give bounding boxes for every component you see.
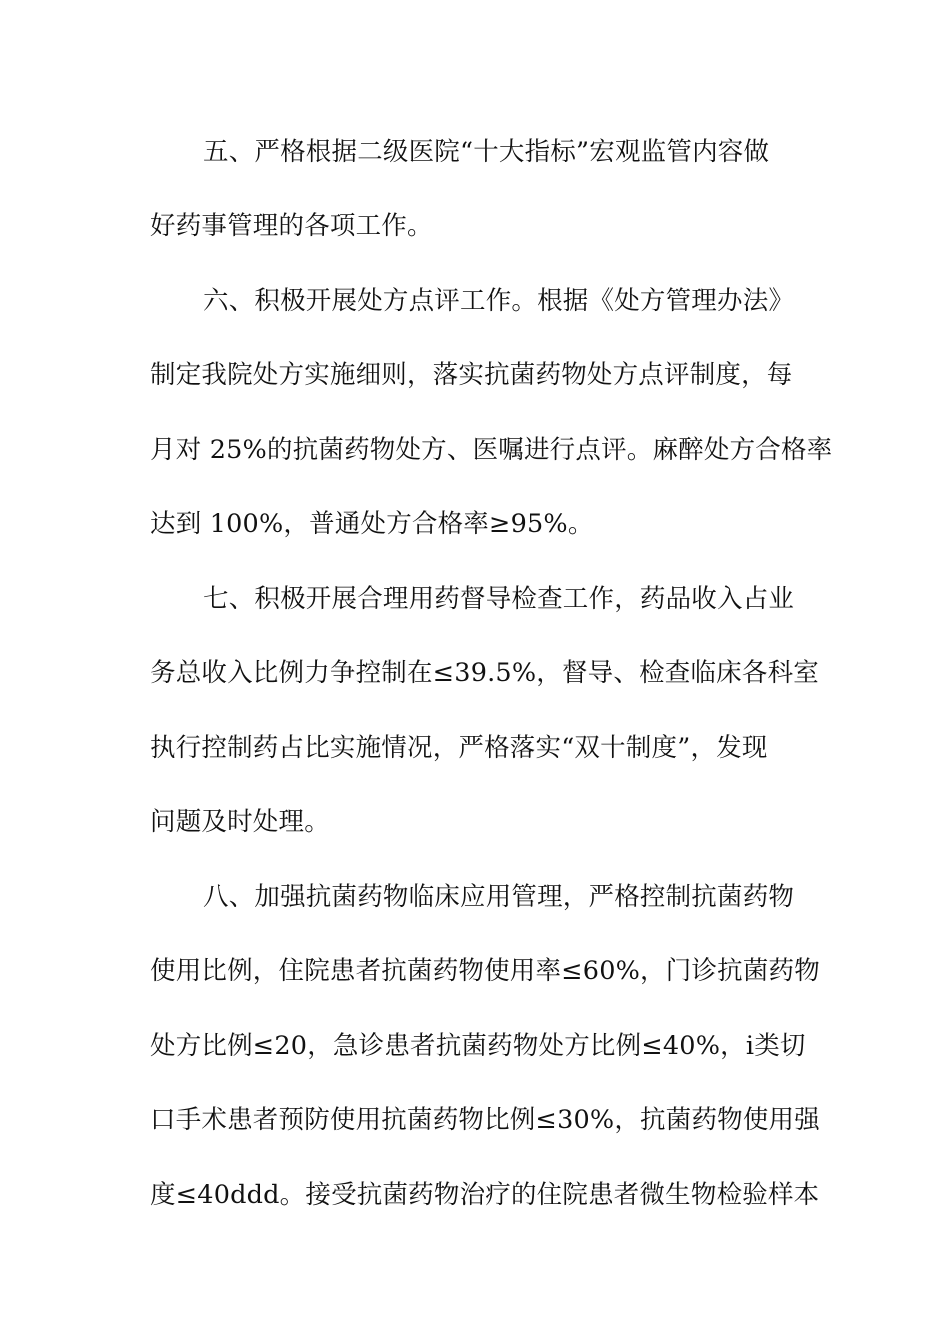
paragraph-7-line-3: 执行控制药占比实施情况，严格落实“双十制度”，发现 bbox=[150, 733, 768, 763]
paragraph-8-line-5: 度≤40ddd。接受抗菌药物治疗的住院患者微生物检验样本 bbox=[150, 1180, 820, 1210]
paragraph-8-line-2: 使用比例，住院患者抗菌药物使用率≤60%，门诊抗菌药物 bbox=[150, 956, 820, 986]
paragraph-8-line-1: 八、加强抗菌药物临床应用管理，严格控制抗菌药物 bbox=[203, 882, 795, 912]
paragraph-8-line-4: 口手术患者预防使用抗菌药物比例≤30%，抗菌药物使用强 bbox=[150, 1105, 820, 1135]
paragraph-6-line-1: 六、积极开展处方点评工作。根据《处方管理办法》 bbox=[203, 286, 795, 316]
paragraph-6-line-3: 月对 25%的抗菌药物处方、医嘱进行点评。麻醉处方合格率 bbox=[150, 435, 833, 465]
paragraph-7-line-1: 七、积极开展合理用药督导检查工作，药品收入占业 bbox=[203, 584, 795, 614]
paragraph-6-line-4: 达到 100%，普通处方合格率≥95%。 bbox=[150, 509, 594, 539]
paragraph-7-line-4: 问题及时处理。 bbox=[150, 807, 330, 837]
paragraph-5-line-2: 好药事管理的各项工作。 bbox=[150, 211, 433, 241]
paragraph-7-line-2: 务总收入比例力争控制在≤39.5%，督导、检查临床各科室 bbox=[150, 658, 819, 688]
paragraph-8-line-3: 处方比例≤20，急诊患者抗菌药物处方比例≤40%，ⅰ类切 bbox=[150, 1031, 806, 1061]
paragraph-5-line-1: 五、严格根据二级医院“十大指标”宏观监管内容做 bbox=[203, 137, 770, 167]
paragraph-6-line-2: 制定我院处方实施细则，落实抗菌药物处方点评制度，每 bbox=[150, 360, 793, 390]
